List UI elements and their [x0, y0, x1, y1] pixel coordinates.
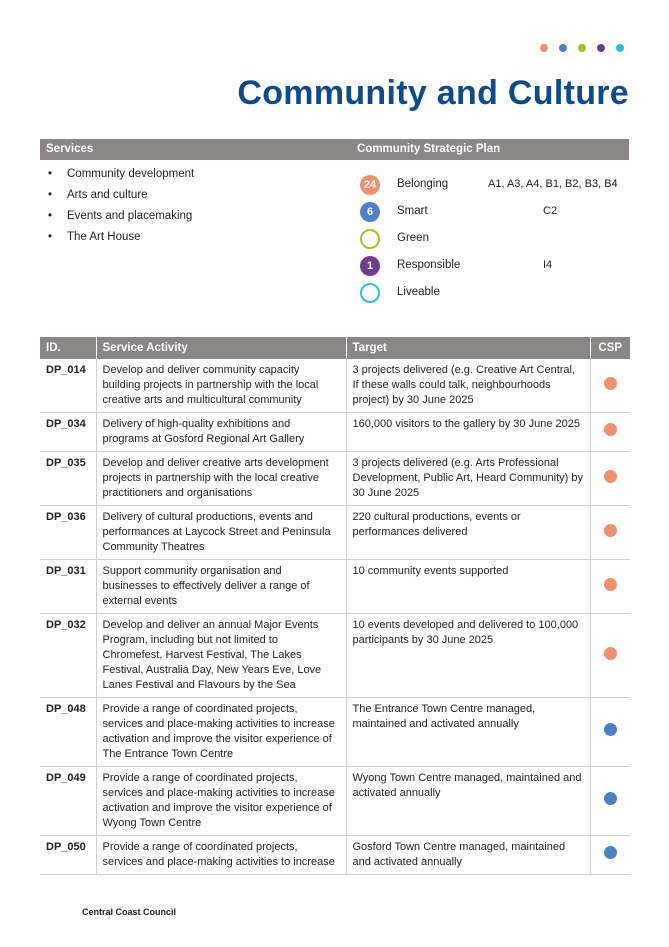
- table-row: [40, 506, 630, 560]
- csp-indicator-dot: [604, 524, 617, 537]
- cell-id: DP_036: [40, 506, 96, 560]
- decor-dot: [578, 44, 586, 52]
- table-header-row: [40, 337, 630, 359]
- cell-activity: Provide a range of coordinated projects, services and place-making activities to increase activation and improve the visitor experience of The Entrance Town Centre: [96, 698, 346, 767]
- service-label: The Art House: [67, 231, 141, 243]
- cell-target: 3 projects delivered (e.g. Creative Art Central, If these walls could talk, neighbourhoods project) by 30 June 2025: [346, 359, 590, 413]
- table-row: [40, 359, 630, 413]
- services-heading: Services: [46, 143, 94, 155]
- cell-id: DP_049: [40, 767, 96, 836]
- cell-id: DP_031: [40, 560, 96, 614]
- cell-csp: [590, 359, 630, 413]
- cell-id: DP_032: [40, 614, 96, 698]
- csp-row: [360, 229, 429, 249]
- service-label: Community development: [67, 168, 195, 180]
- csp-codes: A1, A3, A4, B1, B2, B3, B4: [488, 178, 618, 190]
- csp-badge: [360, 283, 380, 303]
- csp-row: [360, 175, 618, 195]
- csp-codes: I4: [543, 259, 553, 271]
- csp-indicator-dot: [604, 846, 617, 859]
- cell-id: DP_048: [40, 698, 96, 767]
- cell-csp: [590, 614, 630, 698]
- cell-csp: [590, 413, 630, 452]
- csp-indicator-dot: [604, 377, 617, 390]
- cell-target: 160,000 visitors to the gallery by 30 June 2025: [346, 413, 590, 452]
- table-row: [40, 560, 630, 614]
- list-item: • Arts and culture: [48, 189, 148, 201]
- list-item: • Community development: [48, 168, 195, 180]
- decor-dot: [559, 44, 567, 52]
- csp-indicator-dot: [604, 647, 617, 660]
- decor-dot: [597, 44, 605, 52]
- csp-badge: 6: [360, 202, 380, 222]
- csp-indicator-dot: [604, 792, 617, 805]
- service-label: Events and placemaking: [67, 210, 193, 222]
- col-header-activity: Service Activity: [96, 337, 346, 359]
- cell-target: 3 projects delivered (e.g. Arts Professional Development, Public Art, Heard Community) by 30 June 2025: [346, 452, 590, 506]
- cell-activity: Delivery of cultural productions, events and performances at Laycock Street and Peninsula Community Theatres: [96, 506, 346, 560]
- csp-label: Responsible: [397, 259, 461, 271]
- cell-activity: Support community organisation and businesses to effectively deliver a range of external events: [96, 560, 346, 614]
- csp-label: Green: [397, 232, 429, 244]
- csp-codes: C2: [543, 205, 558, 217]
- decor-dot: [616, 44, 624, 52]
- cell-activity: Provide a range of coordinated projects, services and place-making activities to increase: [96, 836, 346, 875]
- cell-csp: [590, 767, 630, 836]
- csp-row: [360, 202, 558, 222]
- csp-label: Liveable: [397, 286, 440, 298]
- cell-csp: [590, 452, 630, 506]
- footer-organisation: Central Coast Council: [82, 907, 177, 917]
- service-activity-table: [40, 337, 630, 875]
- csp-indicator-dot: [604, 723, 617, 736]
- cell-target: Gosford Town Centre managed, maintained and activated annually: [346, 836, 590, 875]
- list-item: • The Art House: [48, 231, 141, 243]
- cell-target: 10 events developed and delivered to 100,000 participants by 30 June 2025: [346, 614, 590, 698]
- cell-csp: [590, 506, 630, 560]
- table-row: [40, 452, 630, 506]
- table-row: [40, 614, 630, 698]
- cell-id: DP_050: [40, 836, 96, 875]
- col-header-id: ID.: [40, 337, 96, 359]
- table-row: [40, 413, 630, 452]
- csp-heading: Community Strategic Plan: [357, 143, 501, 155]
- table-row: [40, 836, 630, 875]
- csp-label: Smart: [397, 205, 428, 217]
- cell-activity: Develop and deliver an annual Major Events Program, including but not limited to Chromefest, Harvest Festival, The Lakes Festival, Australia Day, New Years Eve, Love Lanes Festival and Flavours by the Sea: [96, 614, 346, 698]
- csp-badge: 24: [360, 175, 380, 195]
- table-row: [40, 698, 630, 767]
- decorative-dots: [540, 44, 624, 52]
- cell-id: DP_035: [40, 452, 96, 506]
- csp-badge: 1: [360, 256, 380, 276]
- cell-activity: Develop and deliver community capacity building projects in partnership with the local creative arts and multicultural community: [96, 359, 346, 413]
- cell-activity: Provide a range of coordinated projects, services and place-making activities to increase activation and improve the visitor experience of Wyong Town Centre: [96, 767, 346, 836]
- cell-csp: [590, 836, 630, 875]
- cell-csp: [590, 698, 630, 767]
- table-row: [40, 767, 630, 836]
- cell-target: 220 cultural productions, events or performances delivered: [346, 506, 590, 560]
- service-label: Arts and culture: [67, 189, 148, 201]
- page-title: Community and Culture: [237, 74, 629, 112]
- csp-row: [360, 283, 440, 303]
- col-header-target: Target: [346, 337, 590, 359]
- services-header-bar: [40, 139, 629, 160]
- cell-target: Wyong Town Centre managed, maintained and activated annually: [346, 767, 590, 836]
- list-item: • Events and placemaking: [48, 210, 193, 222]
- col-header-csp: CSP: [590, 337, 630, 359]
- cell-csp: [590, 560, 630, 614]
- csp-indicator-dot: [604, 470, 617, 483]
- cell-activity: Delivery of high-quality exhibitions and programs at Gosford Regional Art Gallery: [96, 413, 346, 452]
- cell-activity: Develop and deliver creative arts development projects in partnership with the local creative practitioners and organisations: [96, 452, 346, 506]
- csp-row: [360, 256, 553, 276]
- services-list: [48, 166, 194, 250]
- csp-indicator-dot: [604, 578, 617, 591]
- csp-label: Belonging: [397, 178, 449, 190]
- cell-target: The Entrance Town Centre managed, maintained and activated annually: [346, 698, 590, 767]
- cell-id: DP_014: [40, 359, 96, 413]
- csp-indicator-dot: [604, 423, 617, 436]
- csp-badge: [360, 229, 380, 249]
- cell-id: DP_034: [40, 413, 96, 452]
- cell-target: 10 community events supported: [346, 560, 590, 614]
- decor-dot: [540, 44, 548, 52]
